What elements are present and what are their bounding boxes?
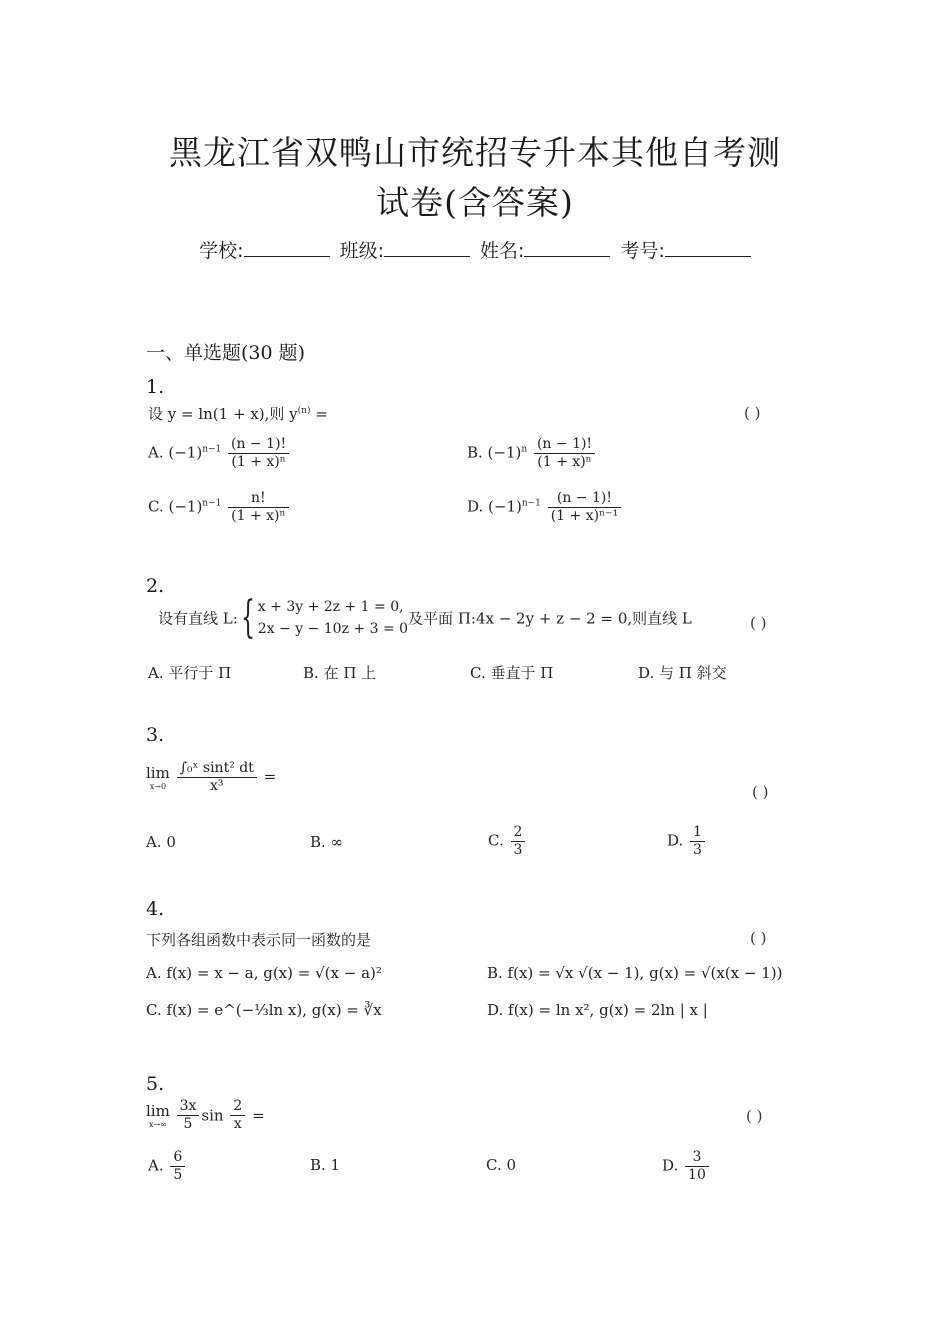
q5-lim-sub: x→∞ (148, 1120, 167, 1129)
q2-stem-post: 及平面 Π:4x − 2y + z − 2 = 0,则直线 L (408, 609, 692, 628)
q2-stem-pre: 设有直线 L: (158, 609, 238, 628)
q5-a-fraction (170, 1149, 185, 1184)
question-3-option-b: B. ∞ (310, 833, 344, 851)
question-3-answer-paren: ( ) (752, 783, 769, 801)
q1-a-label: A. (−1) (148, 443, 203, 462)
q1-c-fraction (228, 490, 288, 525)
question-5-option-d (662, 1149, 711, 1184)
page-title-line1: 黑龙江省双鸭山市统招专升本其他自考测 (169, 133, 781, 172)
question-2-answer-paren: ( ) (750, 614, 767, 632)
question-1-number: 1. (146, 376, 165, 398)
q5-d-num: 3 (692, 1149, 702, 1165)
name-blank (524, 238, 610, 257)
question-2-option-d: D. 与 Π 斜交 (638, 664, 727, 682)
q1-d-den: (1 + x)ⁿ⁻¹ (548, 507, 621, 525)
question-3-option-d (667, 824, 707, 859)
q5-f2-den: x (230, 1115, 245, 1133)
question-1-option-a (148, 436, 291, 471)
question-1-answer-paren: ( ) (744, 404, 761, 422)
question-1-option-c (148, 490, 291, 525)
q3-den: x³ (177, 777, 257, 795)
q1-b-num: (n − 1)! (536, 436, 593, 452)
question-1-option-b (467, 436, 597, 471)
question-1-option-d (467, 490, 623, 525)
school-field (199, 236, 329, 263)
q5-limit (146, 1102, 170, 1129)
question-4-option-b: B. f(x) = √x √(x − 1), g(x) = √(x(x − 1)) (487, 964, 783, 982)
q1-a-num: (n − 1)! (231, 436, 287, 452)
q5-f1-den: 5 (177, 1115, 200, 1133)
section-heading: 一、单选题(30 题) (146, 342, 306, 364)
q1-c-label: C. (−1) (148, 497, 203, 516)
question-2-number: 2. (146, 575, 165, 597)
q5-fraction-2 (230, 1098, 245, 1133)
q5-lim-text: lim (146, 1102, 170, 1120)
q5-sin: sin (201, 1106, 224, 1125)
q1-c-den: (1 + x)ⁿ (228, 507, 288, 525)
q2-brace: { (240, 592, 255, 643)
name-label: 姓名: (480, 240, 525, 262)
q1-b-label: B. (−1) (467, 443, 522, 462)
q3-c-label: C. (488, 831, 504, 850)
q3-d-num: 1 (693, 824, 702, 840)
q2-equation-system (258, 596, 408, 640)
school-blank (244, 238, 330, 257)
q3-fraction (177, 760, 257, 795)
question-5-option-c: C. 0 (486, 1156, 517, 1174)
q3-tail: = (263, 767, 277, 786)
q1-c-exp: n−1 (202, 498, 222, 509)
q1-c-num: n! (251, 490, 266, 506)
question-4-stem: 下列各组函数中表示同一函数的是 (146, 931, 372, 949)
q2-eq1: x + 3y + 2z + 1 = 0, (257, 599, 404, 615)
q5-a-den: 5 (170, 1166, 185, 1184)
q5-d-fraction (685, 1149, 709, 1184)
q5-f2-num: 2 (233, 1098, 243, 1114)
q5-a-num: 6 (173, 1149, 183, 1165)
question-3-stem (146, 760, 276, 795)
q3-num: ∫₀ˣ sint² dt (179, 760, 254, 776)
page-title-line2: 试卷(含答案) (376, 183, 574, 222)
q3-lim-text: lim (146, 764, 170, 782)
q1-a-exp: n−1 (202, 444, 222, 455)
question-5-number: 5. (146, 1073, 165, 1095)
q3-d-fraction (690, 824, 705, 859)
class-field (340, 236, 470, 263)
class-label: 班级: (339, 240, 384, 262)
question-4-number: 4. (146, 898, 165, 920)
student-info-row (100, 236, 850, 263)
q1-b-fraction (534, 436, 595, 471)
question-2-stem (158, 592, 692, 643)
question-2-option-c: C. 垂直于 Π (470, 664, 554, 682)
q1-stem-text: 设 y = ln(1 + x),则 y (148, 405, 298, 423)
class-blank (384, 238, 470, 257)
q5-tail: = (252, 1106, 265, 1125)
q1-d-fraction (548, 490, 621, 525)
q1-a-den: (1 + x)ⁿ (228, 453, 289, 471)
q1-b-exp: n (521, 444, 528, 455)
q1-b-den: (1 + x)ⁿ (534, 453, 595, 471)
question-5-stem (146, 1098, 265, 1133)
number-blank (665, 238, 751, 257)
question-5-option-b: B. 1 (310, 1156, 341, 1174)
school-label: 学校: (199, 240, 244, 262)
q1-d-num: (n − 1)! (556, 490, 612, 506)
q5-d-label: D. (662, 1156, 679, 1175)
q2-eq2: 2x − y − 10z + 3 = 0 (257, 621, 409, 637)
q1-stem-sup: (n) (297, 406, 311, 416)
question-5-option-a (148, 1149, 187, 1184)
question-2-option-a: A. 平行于 Π (148, 664, 232, 682)
q3-c-fraction (511, 824, 526, 859)
q3-d-label: D. (667, 831, 684, 850)
question-4-option-d: D. f(x) = ln x², g(x) = 2ln | x | (487, 1001, 708, 1019)
question-3-number: 3. (146, 724, 165, 746)
q5-fraction-1 (177, 1098, 200, 1133)
question-2-option-b: B. 在 Π 上 (303, 664, 377, 682)
q5-f1-num: 3x (179, 1098, 197, 1114)
q1-a-fraction (228, 436, 289, 471)
question-5-answer-paren: ( ) (746, 1107, 763, 1125)
q3-c-den: 3 (511, 841, 526, 859)
question-4-option-a: A. f(x) = x − a, g(x) = √(x − a)² (146, 964, 382, 982)
q1-d-label: D. (−1) (467, 497, 522, 516)
q3-c-num: 2 (513, 824, 523, 840)
number-field (620, 236, 750, 263)
q3-limit (146, 764, 170, 791)
q5-a-label: A. (148, 1156, 164, 1175)
q3-lim-sub: x→0 (149, 782, 167, 791)
question-3-option-a: A. 0 (146, 833, 176, 851)
number-label: 考号: (620, 240, 665, 262)
name-field (480, 236, 610, 263)
q5-d-den: 10 (685, 1166, 709, 1184)
q3-d-den: 3 (690, 841, 705, 859)
q1-d-exp: n−1 (521, 498, 541, 509)
question-4-answer-paren: ( ) (750, 929, 767, 947)
q1-stem-tail: = (310, 405, 328, 423)
question-1-stem (148, 403, 328, 424)
question-4-option-c: C. f(x) = e^(−⅓ln x), g(x) = ∛x (146, 1001, 382, 1019)
question-3-option-c (488, 824, 527, 859)
